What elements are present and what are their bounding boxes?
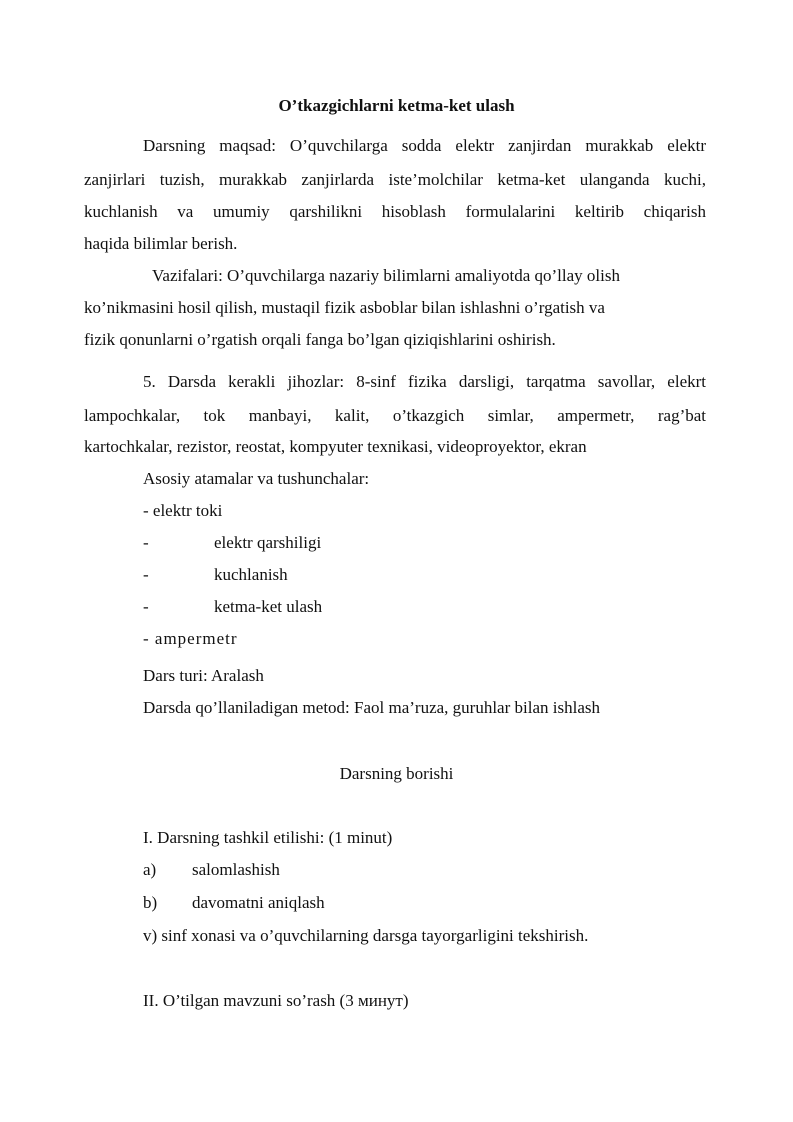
goal-line: zanjirlari tuzish, murakkab zanjirlarda iste’molchilar ketma-ket ulanganda kuchi, — [84, 170, 706, 189]
terms-heading: Asosiy atamalar va tushunchalar: — [143, 469, 370, 488]
tasks-line: ko’nikmasini hosil qilish, mustaqil fizik asboblar bilan ishlashni o’rgatish va — [84, 298, 605, 317]
term-item: - ampermetr — [143, 629, 238, 648]
section-2-title: II. O’tilgan mavzuni so’rash (3 минут) — [143, 991, 409, 1010]
list-marker: a) — [143, 860, 157, 879]
lesson-type: Dars turi: Aralash — [143, 666, 264, 685]
list-marker: b) — [143, 893, 158, 912]
term-marker: - — [143, 597, 149, 616]
term-item: kuchlanish — [214, 565, 288, 584]
term-marker: - — [143, 533, 149, 552]
list-item: v) sinf xonasi va o’quvchilarning darsga tayorgarligini tekshirish. — [143, 926, 589, 945]
tasks-line: fizik qonunlarni o’rgatish orqali fanga bo’lgan qiziqishlarini oshirish. — [84, 330, 556, 349]
goal-line: kuchlanish va umumiy qarshilikni hisoblash formulalarini keltirib chiqarish — [84, 202, 706, 221]
equipment-line: kartochkalar, rezistor, reostat, kompyuter texnikasi, videoproyektor, ekran — [84, 437, 587, 456]
list-item: salomlashish — [192, 860, 280, 879]
progress-heading: Darsning borishi — [339, 764, 454, 783]
list-item: davomatni aniqlash — [192, 893, 325, 912]
goal-line: haqida bilimlar berish. — [84, 234, 238, 253]
equipment-line: lampochkalar, tok manbayi, kalit, o’tkazgich simlar, ampermetr, rag’bat — [84, 406, 706, 425]
lesson-method: Darsda qo’llaniladigan metod: Faol ma’ruza, guruhlar bilan ishlash — [143, 698, 600, 717]
document-title: O’tkazgichlarni ketma-ket ulash — [278, 96, 515, 115]
section-1-title: I. Darsning tashkil etilishi: (1 minut) — [143, 828, 393, 847]
goal-line: Darsning maqsad: O’quvchilarga sodda elektr zanjirdan murakkab elektr — [143, 136, 706, 155]
term-item: ketma-ket ulash — [214, 597, 323, 616]
term-marker: - — [143, 565, 149, 584]
tasks-line: Vazifalari: O’quvchilarga nazariy bilimlarni amaliyotda qo’llay olish — [152, 266, 620, 285]
equipment-line: 5. Darsda kerakli jihozlar: 8-sinf fizika darsligi, tarqatma savollar, elekrt — [143, 372, 706, 391]
term-item: elektr qarshiligi — [214, 533, 322, 552]
term-item: - elektr toki — [143, 501, 223, 520]
